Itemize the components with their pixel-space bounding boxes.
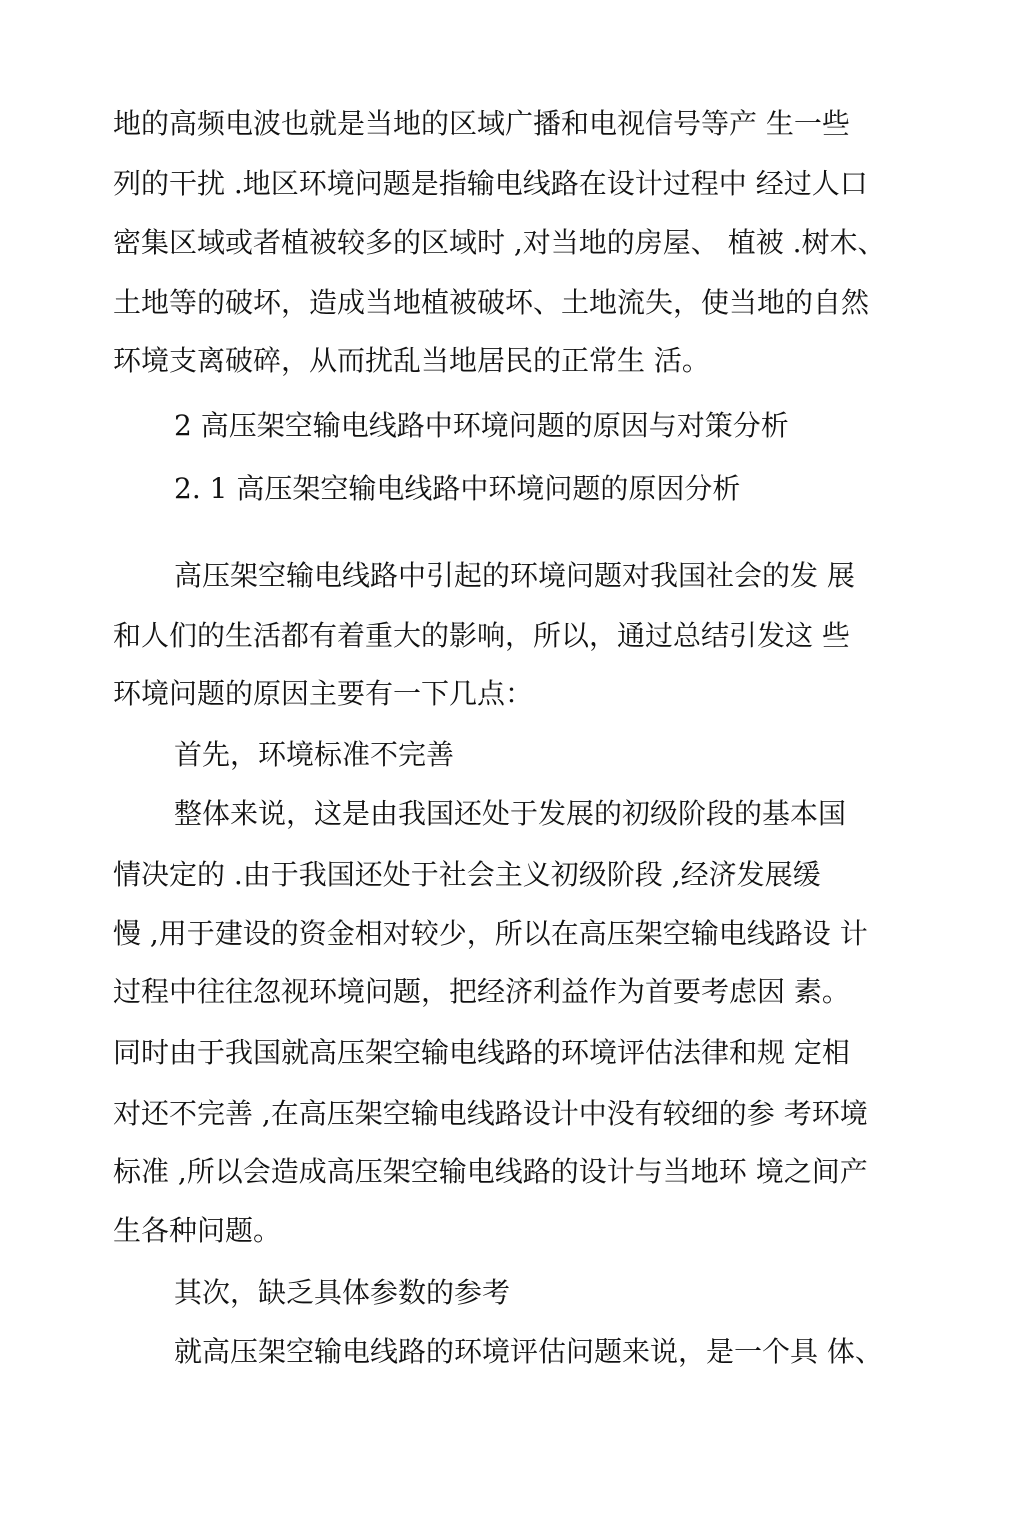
point-heading: 首先，环境标准不完善	[174, 738, 455, 771]
paragraph-line: 过程中往往忽视环境问题，把经济利益作为首要考虑因 素。	[113, 975, 850, 1008]
point-heading: 其次，缺乏具体参数的参考	[174, 1276, 511, 1309]
paragraph-line: 环境支离破碎，从而扰乱当地居民的正常生 活。	[113, 344, 710, 377]
paragraph-line: 高压架空输电线路中引起的环境问题对我国社会的发 展	[174, 559, 855, 592]
paragraph-line: 地的高频电波也就是当地的区域广播和电视信号等产 生一些	[113, 107, 850, 140]
paragraph-line: 列的干扰 .地区环境问题是指输电线路在设计过程中 经过人口	[113, 167, 868, 200]
paragraph-line: 土地等的破坏，造成当地植被破坏、土地流失，使当地的自然	[113, 286, 870, 319]
paragraph-line: 就高压架空输电线路的环境评估问题来说，是一个具 体、	[174, 1335, 883, 1368]
paragraph-line: 同时由于我国就高压架空输电线路的环境评估法律和规 定相	[113, 1036, 850, 1069]
paragraph-line: 环境问题的原因主要有一下几点：	[113, 677, 534, 710]
subsection-heading: 2. 1 高压架空输电线路中环境问题的原因分析	[174, 472, 741, 505]
paragraph-line: 对还不完善 ,在高压架空输电线路设计中没有较细的参 考环境	[113, 1097, 868, 1130]
paragraph-line: 情决定的 .由于我国还处于社会主义初级阶段 ,经济发展缓	[113, 858, 821, 891]
paragraph-line: 密集区域或者植被较多的区域时 ,对当地的房屋、 植被 .树木、	[113, 226, 886, 259]
paragraph-line: 标准 ,所以会造成高压架空输电线路的设计与当地环 境之间产	[113, 1155, 868, 1188]
section-heading: 2 高压架空输电线路中环境问题的原因与对策分析	[174, 409, 789, 442]
paragraph-line: 整体来说，这是由我国还处于发展的初级阶段的基本国	[174, 797, 847, 830]
paragraph-line: 和人们的生活都有着重大的影响，所以，通过总结引发这 些	[113, 619, 850, 652]
paragraph-line: 生各种问题。	[113, 1214, 282, 1247]
paragraph-line: 慢 ,用于建设的资金相对较少，所以在高压架空输电线路设 计	[113, 917, 868, 950]
